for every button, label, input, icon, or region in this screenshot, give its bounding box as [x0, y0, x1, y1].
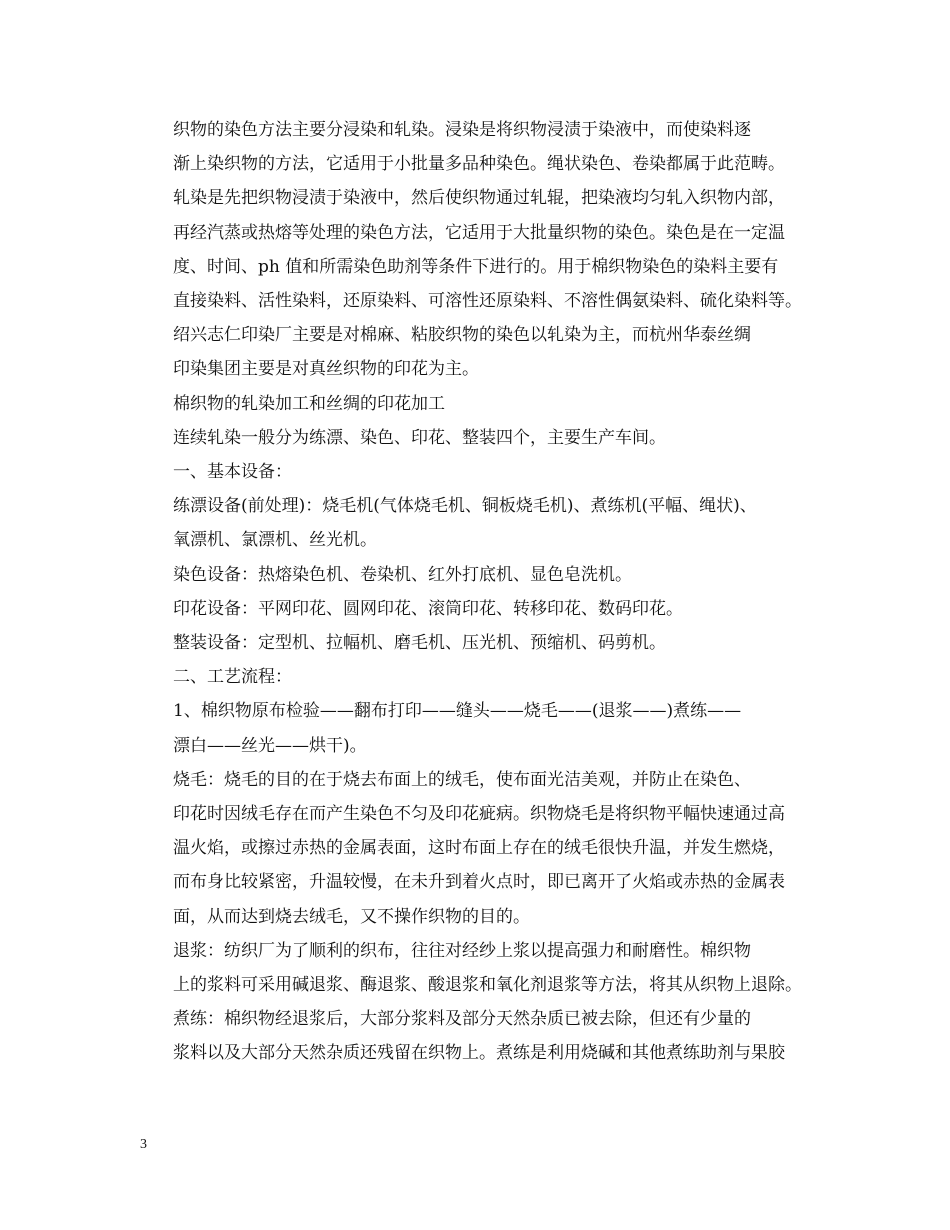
text-line: 直接染料、活性染料，还原染料、可溶性还原染料、不溶性偶氨染料、硫化染料等。 [173, 291, 802, 312]
page-number: 3 [140, 1137, 147, 1152]
body-text [140, 113, 825, 1071]
text-line: 二、工艺流程： [173, 667, 292, 688]
text-line: 整装设备：定型机、拉幅机、磨毛机、压光机、预缩机、码剪机。 [173, 633, 666, 654]
paragraph [140, 1002, 825, 1070]
text-line: 漂白——丝光——烘干)。 [173, 735, 367, 756]
paragraph [140, 694, 825, 762]
text-line: 烧毛：烧毛的目的在于烧去布面上的绒毛，使布面光洁美观，并防止在染色、 [173, 769, 751, 790]
paragraph [140, 455, 825, 489]
paragraph [140, 934, 825, 1002]
text-line: 煮练：棉织物经退浆后，大部分浆料及部分天然杂质已被去除，但还有少量的 [173, 1009, 751, 1030]
text-line: 一、基本设备： [173, 462, 292, 483]
text-line: 染色设备：热熔染色机、卷染机、红外打底机、显色皂洗机。 [173, 564, 632, 585]
text-line: 氧漂机、氯漂机、丝光机。 [173, 530, 377, 551]
text-line: 上的浆料可采用碱退浆、酶退浆、酸退浆和氧化剂退浆等方法，将其从织物上退除。 [173, 975, 802, 996]
text-line: 度、时间、ph 值和所需染色助剂等条件下进行的。用于棉织物染色的染料主要有 [173, 256, 779, 277]
text-line: 棉织物的轧染加工和丝绸的印花加工 [173, 393, 445, 414]
paragraph [140, 489, 825, 557]
text-line: 印花时因绒毛存在而产生染色不匀及印花疵病。织物烧毛是将织物平幅快速通过高 [173, 804, 785, 825]
paragraph [140, 592, 825, 626]
text-line: 退浆：纺织厂为了顺利的织布，往往对经纱上浆以提高强力和耐磨性。棉织物 [173, 940, 751, 961]
text-line: 面，从而达到烧去绒毛，又不操作织物的目的。 [173, 906, 530, 927]
text-line: 温火焰，或擦过赤热的金属表面，这时布面上存在的绒毛很快升温，并发生燃烧， [173, 838, 785, 859]
text-line: 1、棉织物原布检验——翻布打印——缝头——烧毛——(退浆——)煮练—— [173, 701, 742, 722]
paragraph [140, 558, 825, 592]
text-line: 浆料以及大部分天然杂质还残留在织物上。煮练是利用烧碱和其他煮练助剂与果胶 [173, 1043, 785, 1064]
text-line: 连续轧染一般分为练漂、染色、印花、整装四个，主要生产车间。 [173, 427, 666, 448]
text-line: 而布身比较紧密，升温较慢，在未升到着火点时，即已离开了火焰或赤热的金属表 [173, 872, 785, 893]
text-line: 渐上染织物的方法，它适用于小批量多品种染色。绳状染色、卷染都属于此范畴。 [173, 154, 785, 175]
paragraph [140, 421, 825, 455]
paragraph [140, 318, 825, 386]
paragraph [140, 387, 825, 421]
text-line: 印花设备：平网印花、圆网印花、滚筒印花、转移印花、数码印花。 [173, 598, 683, 619]
paragraph [140, 113, 825, 318]
text-line: 印染集团主要是对真丝织物的印花为主。 [173, 359, 479, 380]
text-line: 织物的染色方法主要分浸染和轧染。浸染是将织物浸渍于染液中，而使染料逐 [173, 120, 751, 140]
paragraph [140, 763, 825, 934]
text-line: 再经汽蒸或热熔等处理的染色方法，它适用于大批量织物的染色。染色是在一定温 [173, 222, 785, 243]
paragraph [140, 626, 825, 660]
text-line: 绍兴志仁印染厂主要是对棉麻、粘胶织物的染色以轧染为主，而杭州华泰丝绸 [173, 325, 751, 346]
text-line: 练漂设备(前处理)：烧毛机(气体烧毛机、铜板烧毛机)、煮练机(平幅、绳状)、 [173, 496, 757, 517]
paragraph [140, 660, 825, 694]
text-line: 轧染是先把织物浸渍于染液中，然后使织物通过轧辊，把染液均匀轧入织物内部， [173, 188, 785, 209]
